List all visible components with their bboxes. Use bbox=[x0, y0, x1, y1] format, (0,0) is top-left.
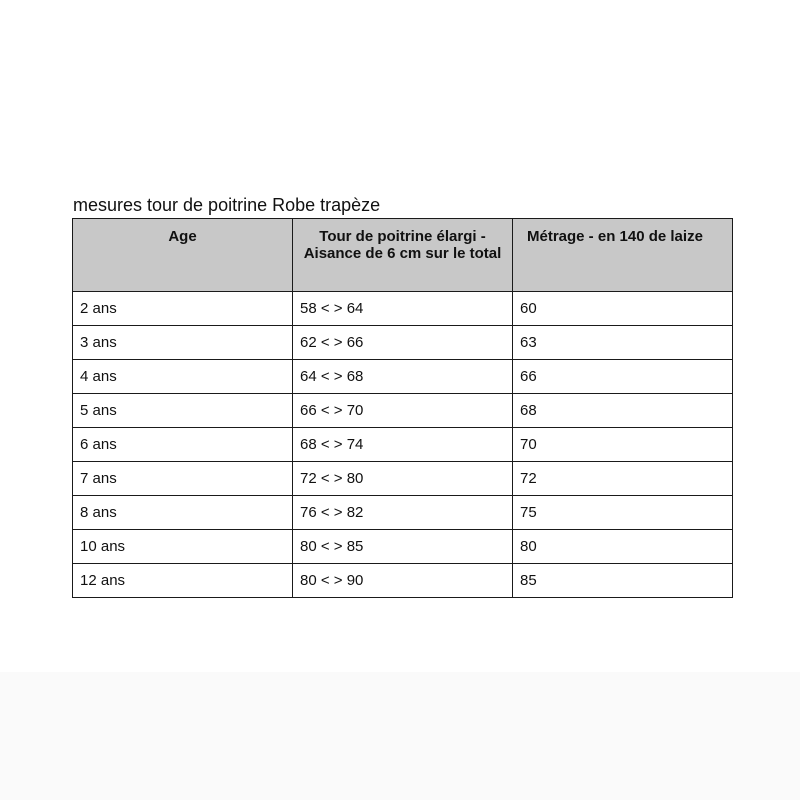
cell-yardage: 85 bbox=[513, 564, 733, 598]
cell-chest: 76 < > 82 bbox=[293, 496, 513, 530]
cell-chest: 80 < > 85 bbox=[293, 530, 513, 564]
cell-chest: 66 < > 70 bbox=[293, 394, 513, 428]
cell-age: 6 ans bbox=[73, 428, 293, 462]
table-row bbox=[73, 394, 733, 428]
table-row bbox=[73, 360, 733, 394]
table-row bbox=[73, 428, 733, 462]
header-row bbox=[73, 219, 733, 292]
cell-yardage: 72 bbox=[513, 462, 733, 496]
table-row bbox=[73, 496, 733, 530]
cell-chest: 64 < > 68 bbox=[293, 360, 513, 394]
table-row bbox=[73, 292, 733, 326]
cell-chest: 62 < > 66 bbox=[293, 326, 513, 360]
cell-chest: 72 < > 80 bbox=[293, 462, 513, 496]
cell-yardage: 75 bbox=[513, 496, 733, 530]
cell-age: 8 ans bbox=[73, 496, 293, 530]
cell-yardage: 70 bbox=[513, 428, 733, 462]
cell-age: 12 ans bbox=[73, 564, 293, 598]
table-row bbox=[73, 530, 733, 564]
cell-age: 2 ans bbox=[73, 292, 293, 326]
cell-yardage: 68 bbox=[513, 394, 733, 428]
cell-age: 10 ans bbox=[73, 530, 293, 564]
cell-age: 3 ans bbox=[73, 326, 293, 360]
cell-yardage: 80 bbox=[513, 530, 733, 564]
header-chest: Tour de poitrine élargi - Aisance de 6 cm sur le total bbox=[293, 219, 513, 292]
table-row bbox=[73, 326, 733, 360]
cell-yardage: 63 bbox=[513, 326, 733, 360]
cell-age: 5 ans bbox=[73, 394, 293, 428]
table-caption: mesures tour de poitrine Robe trapèze bbox=[73, 195, 381, 215]
cell-age: 4 ans bbox=[73, 360, 293, 394]
table-row bbox=[73, 462, 733, 496]
page-footer-band bbox=[0, 672, 800, 800]
cell-chest: 58 < > 64 bbox=[293, 292, 513, 326]
cell-yardage: 60 bbox=[513, 292, 733, 326]
size-table bbox=[72, 218, 733, 598]
table-header bbox=[73, 219, 733, 292]
cell-yardage: 66 bbox=[513, 360, 733, 394]
cell-age: 7 ans bbox=[73, 462, 293, 496]
header-yardage: Métrage - en 140 de laize bbox=[513, 219, 733, 292]
cell-chest: 68 < > 74 bbox=[293, 428, 513, 462]
table-row bbox=[73, 564, 733, 598]
cell-chest: 80 < > 90 bbox=[293, 564, 513, 598]
header-age: Age bbox=[73, 219, 293, 292]
table-body bbox=[73, 292, 733, 598]
